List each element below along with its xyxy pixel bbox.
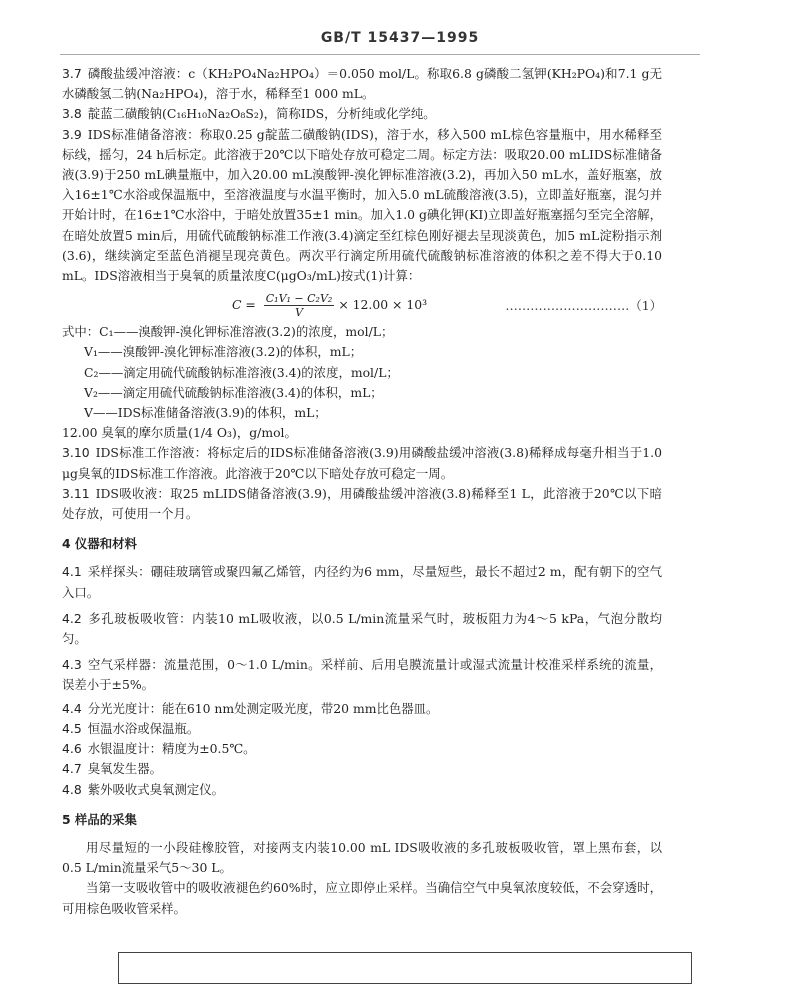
section-5-paragraph: 当第一支吸收管中的吸收液褪色约60%时，应立即停止采样。当确信空气中臭氧浓度较低，不会穿透时，可用棕色吸收管采样。 [62, 880, 662, 916]
formula-lhs: C = [232, 297, 260, 313]
clause-3-9 [62, 125, 662, 287]
clause-number: 3.9 [62, 126, 82, 142]
clause-number: 3.11 [62, 485, 90, 501]
clause-text: 紫外吸收式臭氧测定仪。 [87, 781, 225, 797]
section-4-title: 4 仪器和材料 [62, 536, 137, 552]
clause-number: 4.7 [62, 761, 82, 777]
definition-v: V——IDS标准储备溶液(3.9)的体积，mL； [84, 405, 327, 421]
clause-text: 水银温度计：精度为±0.5℃。 [87, 741, 256, 757]
formula-numerator: C₁V₁ − C₂V₂ [265, 292, 333, 306]
clause-text: 分光光度计：能在610 nm处测定吸光度，带20 mm比色器皿。 [87, 700, 439, 716]
clause-number: 3.8 [62, 106, 82, 122]
clause-4-5 [62, 719, 662, 739]
clause-number: 4.8 [62, 781, 82, 797]
definition-c1: 式中：C₁——溴酸钾-溴化钾标准溶液(3.2)的浓度，mol/L； [62, 324, 394, 340]
document-body [62, 64, 662, 919]
standard-number-header: GB/T 15437—1995 [320, 30, 480, 46]
clause-number: 4.5 [62, 720, 82, 736]
definition-v1: V₁——溴酸钾-溴化钾标准溶液(3.2)的体积，mL； [84, 344, 363, 360]
definition-molar-mass: 12.00 臭氧的摩尔质量(1/4 O₃)，g/mol。 [62, 425, 297, 441]
clause-number: 4.1 [62, 564, 82, 580]
definition-v2: V₂——滴定用硫代硫酸钠标准溶液(3.4)的体积，mL； [84, 384, 383, 400]
table-top-border [118, 952, 692, 984]
clause-3-8 [62, 104, 662, 124]
clause-text: 恒温水浴或保温瓶。 [87, 720, 200, 736]
clause-text: 磷酸盐缓冲溶液：c（KH₂PO₄Na₂HPO₄）＝0.050 mol/L。称取6.8 g磷酸二氢钾(KH₂PO₄)和7.1 g无水磷酸氢二钠(Na₂HPO₄)，溶于水，稀释至1 000 mL。 [62, 66, 662, 102]
header-rule [60, 54, 700, 55]
clause-text: 靛蓝二磺酸钠(C₁₆H₁₀Na₂O₈S₂)，简称IDS，分析纯或化学纯。 [87, 106, 436, 122]
clause-number: 3.7 [62, 66, 82, 81]
clause-3-10 [62, 443, 662, 483]
clause-text: IDS吸收液：取25 mLIDS储备溶液(3.9)，用磷酸盐缓冲溶液(3.8)稀释至1 L，此溶液于20℃以下暗处存放，可使用一个月。 [62, 485, 662, 522]
clause-4-1 [62, 562, 662, 602]
formula-1 [62, 288, 662, 322]
section-5-title: 5 样品的采集 [62, 811, 137, 827]
clause-text: 采样探头：硼硅玻璃管或聚四氟乙烯管，内径约为6 mm，尽量短些，最长不超过2 m，配有朝下的空气入口。 [62, 564, 662, 600]
clause-text: 多孔玻板吸收管：内装10 mL吸收液，以0.5 L/min流量采气时，玻板阻力为4～5 kPa，气泡分散均匀。 [62, 610, 662, 647]
clause-4-8 [62, 780, 662, 800]
clause-4-4 [62, 699, 662, 719]
formula-fraction [264, 292, 335, 319]
clause-number: 4.2 [62, 610, 82, 626]
equation-number: …………………………（1） [505, 298, 662, 314]
clause-4-6 [62, 739, 662, 759]
formula-denominator: V [295, 306, 304, 320]
clause-3-7 [62, 64, 662, 104]
section-5-paragraph: 用尽量短的一小段硅橡胶管，对接两支内装10.00 mL IDS吸收液的多孔玻板吸收管，罩上黑布套，以0.5 L/min流量采气5～30 L。 [62, 839, 662, 876]
clause-text: IDS标准工作溶液：将标定后的IDS标准储备溶液(3.9)用磷酸盐缓冲溶液(3.8)稀释成每毫升相当于1.0 μg臭氧的IDS标准工作溶液。此溶液于20℃以下暗处存放可稳定一周。 [62, 445, 662, 481]
formula-expression [232, 292, 427, 319]
clause-number: 4.6 [62, 741, 82, 757]
clause-number: 3.10 [62, 445, 90, 461]
clause-4-2 [62, 609, 662, 649]
clause-number: 4.3 [62, 657, 82, 673]
clause-3-11 [62, 484, 662, 524]
clause-4-7 [62, 759, 662, 779]
clause-number: 4.4 [62, 700, 82, 716]
formula-multiplier: × 12.00 × 10³ [338, 297, 428, 313]
clause-text: IDS标准储备溶液：称取0.25 g靛蓝二磺酸钠(IDS)，溶于水，移入500 mL棕色容量瓶中，用水稀释至标线，摇匀，24 h后标定。此溶液于20℃以下暗处存放可稳定二周。标定方法：吸取20.00 mLIDS标准储备液(3.9)于250 mL碘量瓶中，加入20.00 mL溴酸钾-溴化钾标准溶液(3.2)，再加入50 mL水，盖好瓶塞，放入16±1℃水浴或保温瓶中，至溶液温度与水温平衡时，加入5.0 mL硫酸溶液(3.5)，立即盖好瓶塞，混匀并开始计时，在16±1℃水浴中，于暗处放置35±1 min。加入1.0 g碘化钾(KI)立即盖好瓶塞摇匀至完全溶解，在暗处放置5 min后，用硫代硫酸钠标准工作液(3.4)滴定至红棕色刚好褪去呈现淡黄色，加5 mL淀粉指示剂(3.6)，继续滴定至蓝色消褪呈现亮黄色。两次平行滴定所用硫代硫酸钠标准溶液的体积之差不得大于0.10 mL。IDS溶液相当于臭氧的质量浓度C(μgO₃/mL)按式(1)计算： [62, 126, 662, 284]
definition-c2: C₂——滴定用硫代硫酸钠标准溶液(3.4)的浓度，mol/L； [84, 364, 399, 380]
clause-text: 空气采样器：流量范围，0～1.0 L/min。采样前、后用皂膜流量计或湿式流量计校准采样系统的流量，误差小于±5%。 [62, 657, 662, 693]
clause-4-3 [62, 655, 662, 695]
clause-text: 臭氧发生器。 [87, 761, 163, 777]
